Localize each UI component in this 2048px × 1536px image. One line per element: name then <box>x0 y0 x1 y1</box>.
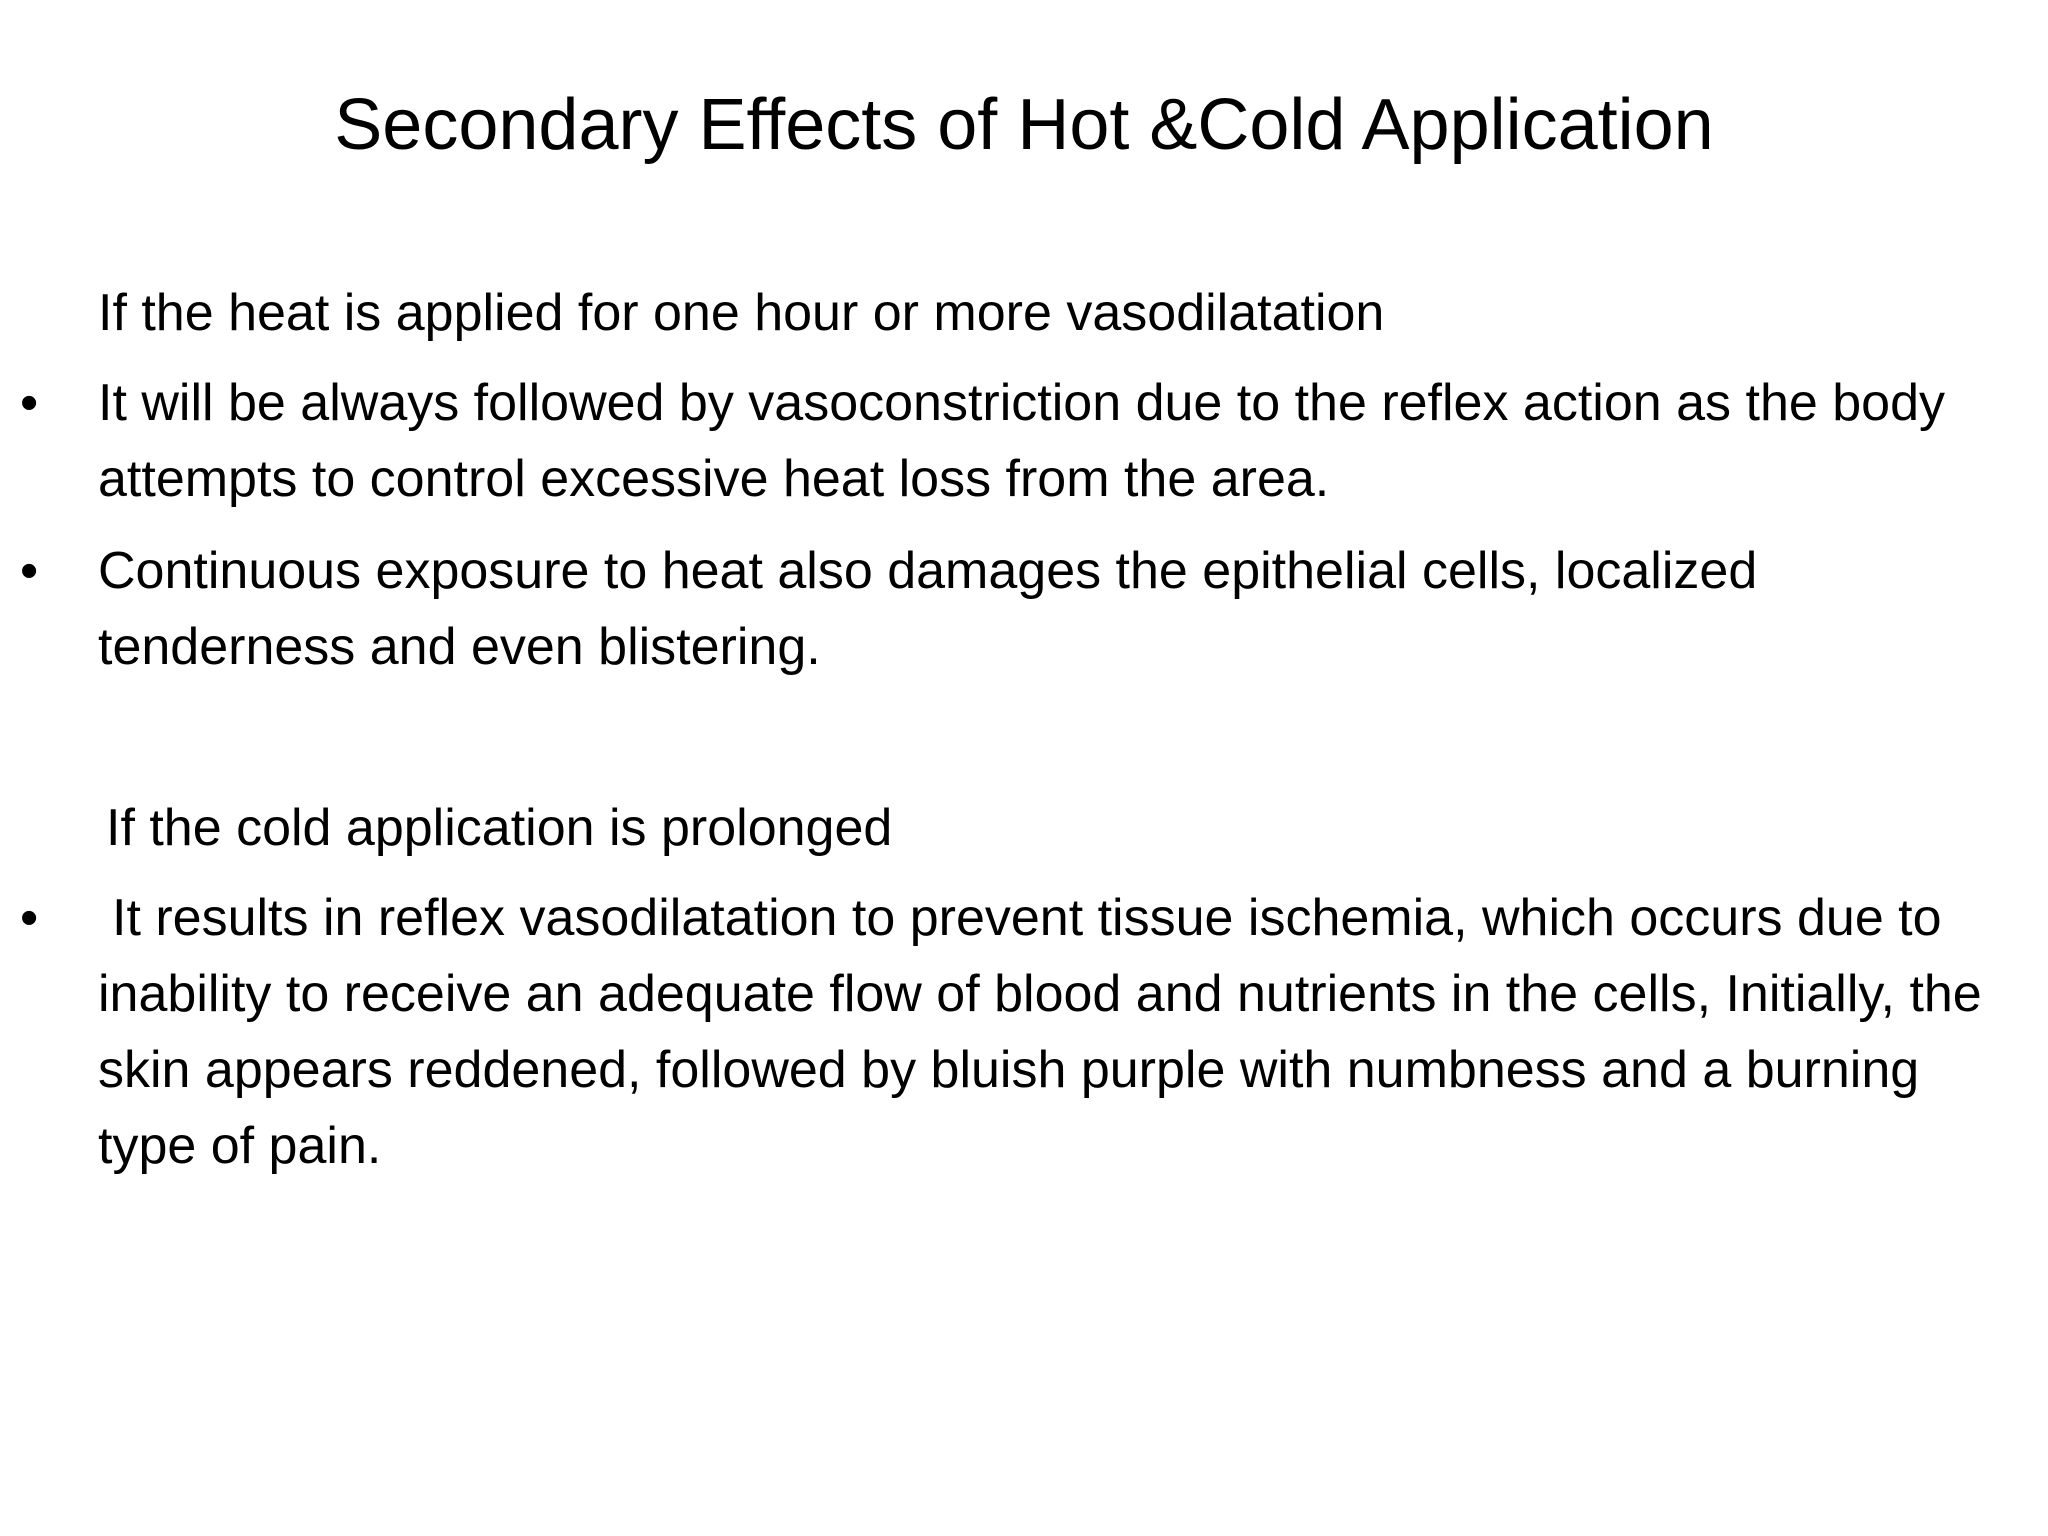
bullet-text: It will be always followed by vasoconstriction due to the reflex action as the body attempts to control excessive heat loss from the area. <box>98 374 1945 508</box>
bullet-marker: • <box>20 374 39 432</box>
slide-title: Secondary Effects of Hot &Cold Application <box>334 85 1714 165</box>
cold-lead-text: If the cold application is prolonged <box>106 799 893 857</box>
bullet-text: It results in reflex vasodilatation to prevent tissue ischemia, which occurs due to inability to receive an adequate flow of blood and nutrients in the cells, Initially, the skin appears reddened, followed by bluish purple with numbness and a burning type of pain. <box>98 889 1982 1175</box>
heat-lead-text: If the heat is applied for one hour or more vasodilatation <box>98 284 1385 342</box>
bullet-marker: • <box>20 542 39 600</box>
bullet-marker: • <box>20 889 39 947</box>
bullet-text: Continuous exposure to heat also damages the epithelial cells, localized tenderness and even blistering. <box>98 542 1758 676</box>
